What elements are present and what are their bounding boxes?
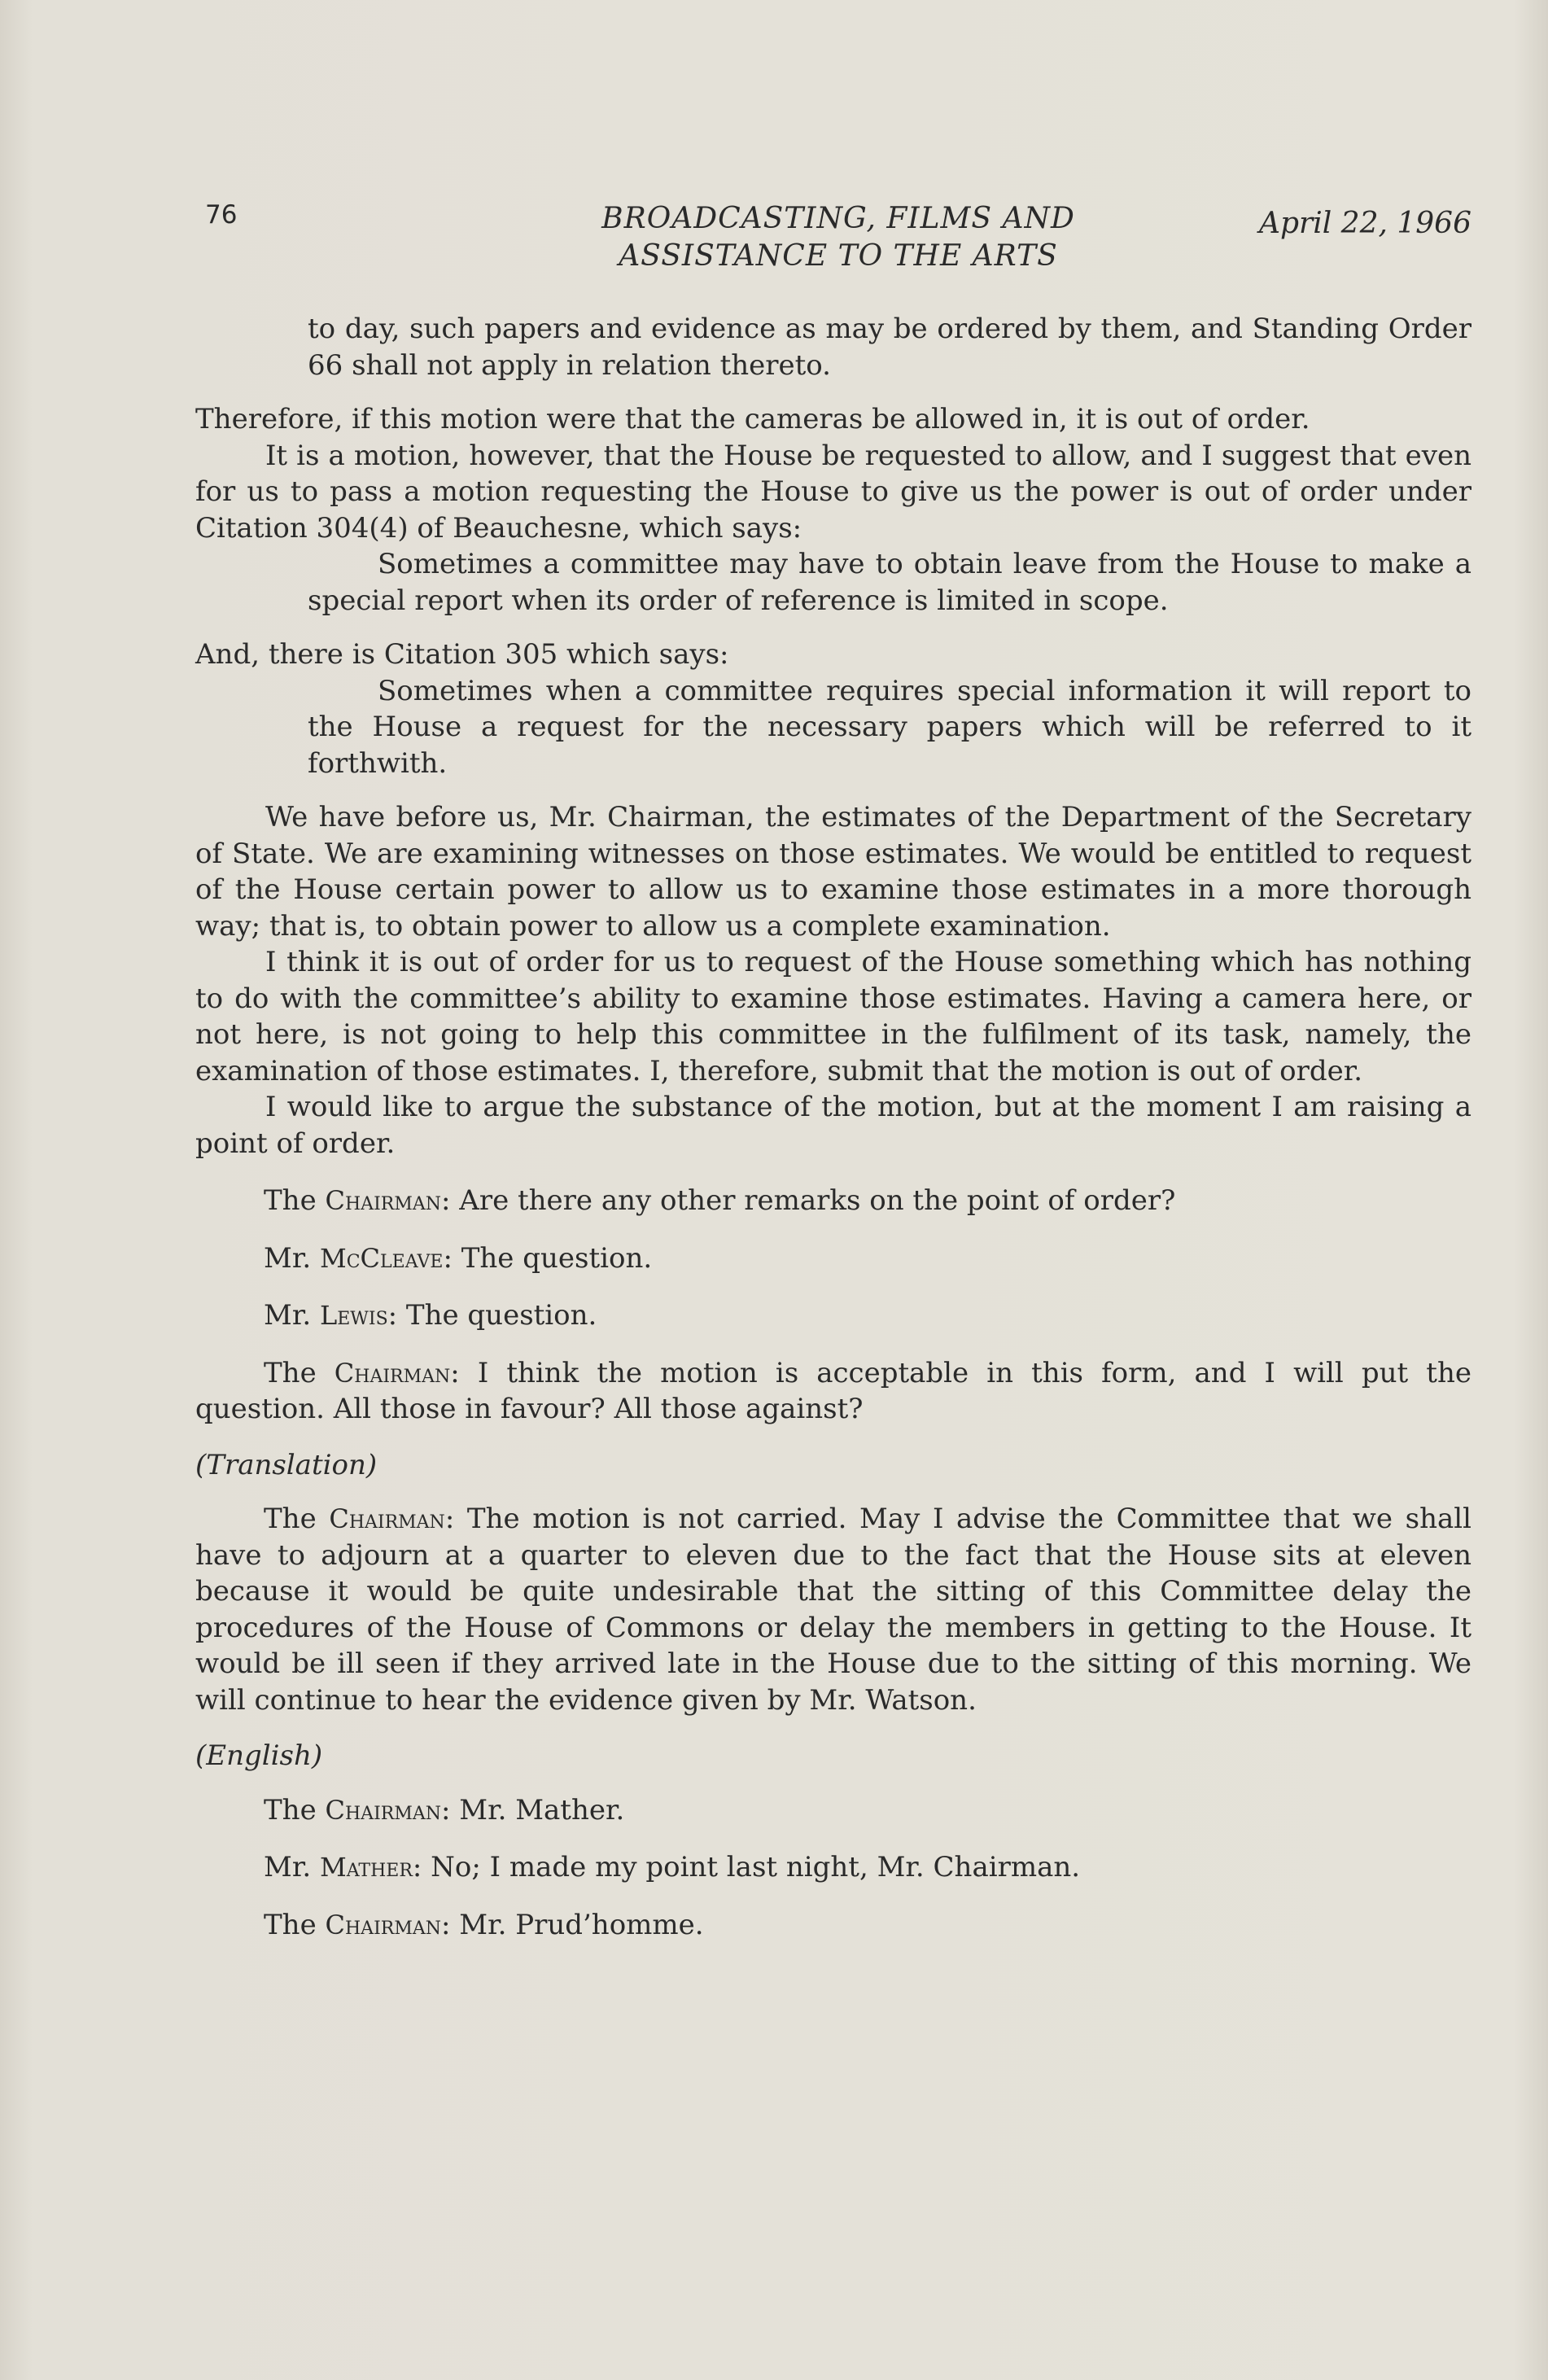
dialogue-text: : The question. [387, 1299, 597, 1332]
paragraph: Therefore, if this motion were that the cameras be allowed in, it is out of order. [195, 403, 1310, 435]
page-header [205, 200, 1471, 273]
quoted-text: to day, such papers and evidence as may be ordered by them, and Standing Order 66 shall not apply in relation thereto. [308, 313, 1471, 382]
speaker-name: Chairman [325, 1909, 441, 1940]
dialogue-text: : The question. [443, 1241, 653, 1275]
speaker-name: McCleave [319, 1242, 444, 1274]
speaker-name: Mather [319, 1852, 413, 1883]
running-title-line-2: ASSISTANCE TO THE ARTS [619, 239, 1058, 273]
dialogue-text: : Mr. Prud’homme. [441, 1908, 704, 1941]
document-body [195, 311, 1471, 1943]
dialogue-line [195, 1501, 1471, 1718]
speaker-name: Chairman [329, 1503, 445, 1534]
speaker-prefix: The [264, 1908, 317, 1941]
speaker-name: Chairman [334, 1357, 451, 1389]
paragraph: And, there is Citation 305 which says: [195, 638, 729, 671]
paragraph: We have before us, Mr. Chairman, the estimates of the Department of the Secretary of State. We are examining witnesses on those estimates. We would be entitled to request of the House certain power to allow us to examine those estimates in a more thorough way; that is, to obtain power to allow us a complete examination. [195, 801, 1471, 943]
paragraph: It is a motion, however, that the House be requested to allow, and I suggest that even for us to pass a motion requesting the House to give us the power is out of order under Citation 304(4) of Beauchesne, which says: [195, 439, 1471, 545]
speaker-prefix: The [264, 1503, 317, 1535]
dialogue-text: : The motion is not carried. May I advise the Committee that we shall have to adjourn at a quarter to eleven due to the fact that the House sits at eleven because it would be quite undesirable that the sitting of this Committee delay the procedures of the House of Commons or delay the members in getting to the House. It would be ill seen if they arrived late in the House due to the sitting of this morning. We will continue to hear the evidence given by Mr. Watson. [195, 1503, 1471, 1717]
dialogue-text: : Mr. Mather. [441, 1793, 625, 1827]
speaker-name: Chairman [325, 1794, 441, 1826]
dialogue-text: : No; I made my point last night, Mr. Chairman. [412, 1851, 1081, 1883]
dialogue-text: : Are there any other remarks on the point of order? [441, 1184, 1176, 1217]
running-title-line-1: BROADCASTING, FILMS AND [601, 202, 1075, 235]
translation-label: (Translation) [195, 1448, 378, 1481]
speaker-prefix: The [264, 1184, 317, 1217]
speaker-prefix: The [264, 1793, 317, 1827]
quoted-text: Sometimes when a committee requires special information it will report to the House a request for the necessary papers which will be referred to it forthwith. [308, 674, 1471, 780]
page-number: 76 [205, 200, 238, 230]
speaker-prefix: Mr. [264, 1851, 312, 1883]
dialogue-line [195, 1355, 1471, 1428]
dialogue-text: : I think the motion is acceptable in this form, and I will put the question. All those in favour? All those against? [195, 1356, 1471, 1425]
paragraph: I would like to argue the substance of the motion, but at the moment I am raising a point of order. [195, 1091, 1471, 1160]
speaker-prefix: The [264, 1356, 317, 1389]
speaker-prefix: Mr. [264, 1299, 312, 1332]
speaker-name: Lewis [319, 1300, 388, 1331]
speaker-prefix: Mr. [264, 1241, 312, 1275]
dialogue-line [195, 1240, 1471, 1277]
dialogue-line [195, 1849, 1471, 1886]
dialogue-line [195, 1183, 1471, 1219]
dialogue-line [195, 1792, 1471, 1829]
paragraph: I think it is out of order for us to request of the House something which has nothing to do with the committee’s ability to examine those estimates. Having a camera here, or not here, is not going to help this committee in the fulfilment of its task, namely, the examination of those estimates. I, therefore, submit that the motion is out of order. [195, 946, 1471, 1087]
header-date: April 22, 1966 [1258, 207, 1471, 240]
dialogue-line [195, 1907, 1471, 1944]
dialogue-line [195, 1297, 1471, 1334]
quoted-text: Sometimes a committee may have to obtain leave from the House to make a special report when its order of reference is limited in scope. [308, 548, 1471, 617]
speaker-name: Chairman [325, 1185, 441, 1216]
english-label: (English) [195, 1739, 323, 1772]
